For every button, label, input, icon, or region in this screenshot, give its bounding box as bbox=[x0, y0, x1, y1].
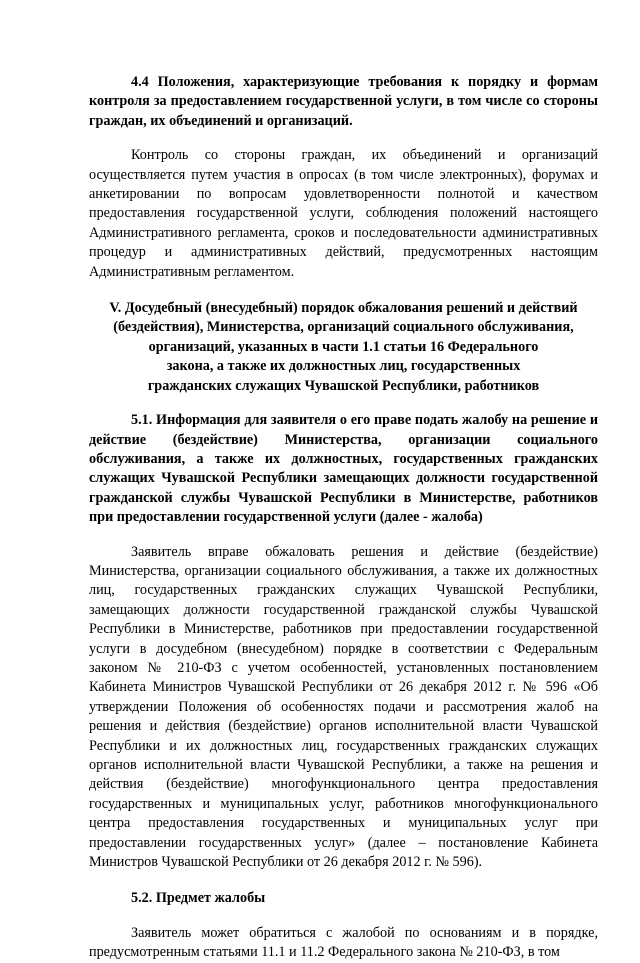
section-5-title bbox=[89, 299, 598, 396]
section-5-1-heading: 5.1. Информация для заявителя о его праве подать жалобу на решение и действие (бездействие) Министерства, организации социального обслуживания, а также их должностных, государственных гражданских служащих Чувашской Республики замещающих должности государственной гражданской службы Чувашской Республики в Министерстве, работников при предоставлении государственной услуги (далее - жалоба) bbox=[89, 412, 598, 526]
section-5-1-body: Заявитель вправе обжаловать решения и действие (бездействие) Министерства, организации социального обслуживания, а также их должностных лиц, государственных гражданских служащих Чувашской Республики, замещающих должности государственной гражданской службы Чувашской Республики в Министерстве, работников при предоставлении государственной услуги в досудебном (внесудебном) порядке в соответствии с Федеральным законом № 210-ФЗ с учетом особенностей, установленных постановлением Кабинета Министров Чувашской Республики от 26 декабря 2012 г. № 596 «Об утверждении Положения об особенностях подачи и рассмотрения жалоб на решения и действия (бездействие) органов исполнительной власти Чувашской Республики и их должностных лиц, государственных гражданских служащих органов исполнительной власти Чувашской Республики, а также на решения и действия (бездействие) многофункционального центра предоставления государственных и муниципальных услуг, работников многофункционального центра предоставления государственных и муниципальных услуг при предоставлении государственных услуг» (далее – постановление Кабинета Министров Чувашской Республики от 26 декабря 2012 г. № 596). bbox=[89, 543, 598, 871]
section-5-2-body: Заявитель может обратиться с жалобой по основаниям и в порядке, предусмотренным статьями 11.1 и 11.2 Федерального закона № 210-ФЗ, в том bbox=[89, 924, 598, 961]
section-5-title-line: закона, а также их должностных лиц, государственных bbox=[166, 358, 521, 375]
document-page bbox=[89, 73, 598, 963]
section-4-4-body: Контроль со стороны граждан, их объединений и организаций осуществляется путем участия в опросах (в том числе электронных), форумах и анкетировании по вопросам удовлетворенности полнотой и качеством предоставления государственной услуги, соблюдения положений настоящего Административного регламента, сроков и последовательности административных процедур и административных действий, предусмотренных настоящим Административным регламентом. bbox=[89, 147, 598, 280]
section-5-title-line: V. Досудебный (внесудебный) порядок обжалования решений и действий bbox=[109, 300, 578, 317]
section-5-title-line: (бездействия), Министерства, организаций социального обслуживания, bbox=[113, 319, 574, 336]
section-5-title-line: гражданских служащих Чувашской Республики, работников bbox=[147, 377, 540, 394]
section-4-4-heading: 4.4 Положения, характеризующие требования к порядку и формам контроля за предоставлением государственной услуги, в том числе со стороны граждан, их объединений и организаций. bbox=[89, 74, 598, 129]
section-5-title-line: организаций, указанных в части 1.1 статьи 16 Федерального bbox=[148, 338, 539, 355]
section-5-2-heading: 5.2. Предмет жалобы bbox=[131, 890, 266, 907]
